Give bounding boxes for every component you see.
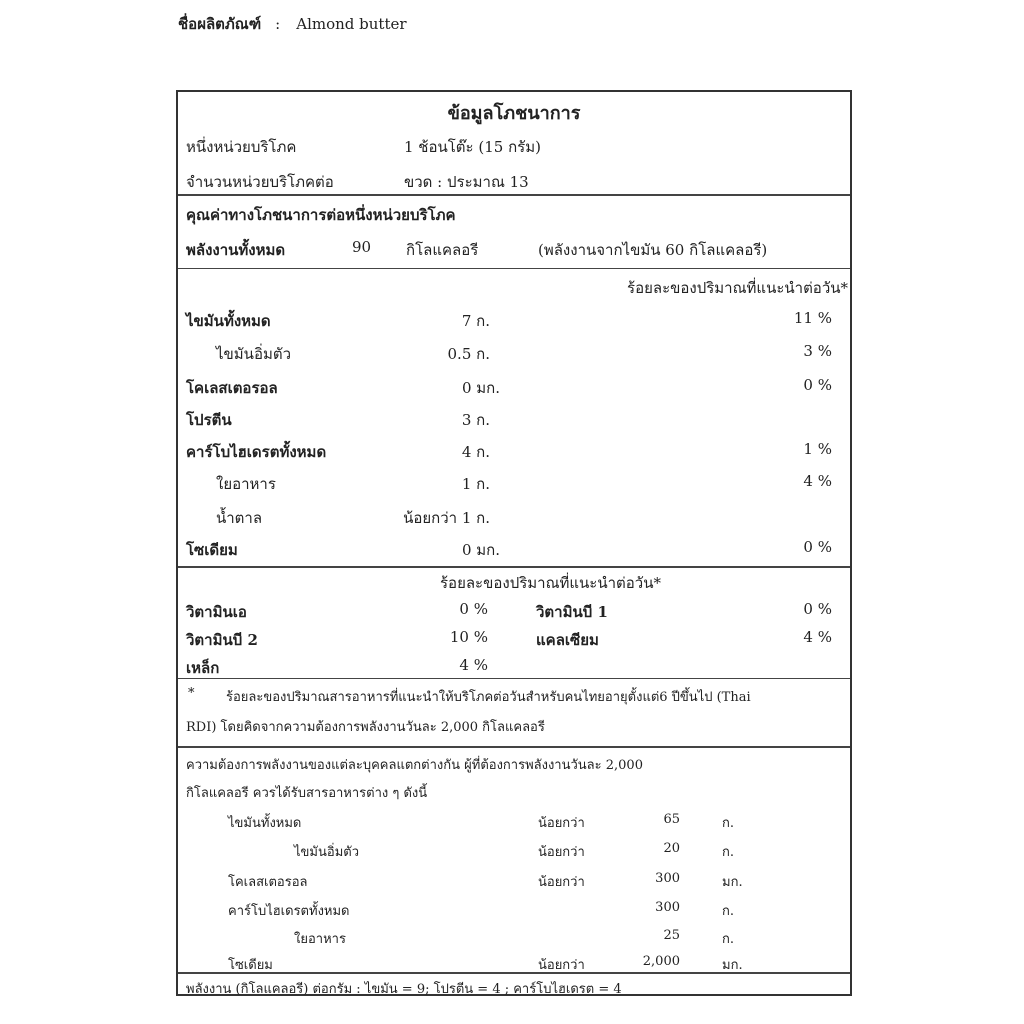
nutrient-amount: 0 มก. (461, 379, 500, 397)
energy-from-fat: (พลังงานจากไขมัน 60 กิโลแคลอรี) (538, 241, 768, 259)
limit-value: 2,000 (642, 954, 680, 969)
limit-unit: ก. (722, 904, 735, 919)
nutrient-amount: 0 มก. (461, 541, 500, 559)
nutrient-dv: 0 % (803, 538, 832, 556)
limit-value: 300 (655, 900, 680, 915)
vitamin-name: วิตามินบี 2 (186, 631, 258, 649)
vitamin-dv: 0 % (459, 600, 488, 618)
nutrient-name: โซเดียม (186, 541, 238, 559)
limit-name: ไขมันทั้งหมด (228, 816, 302, 831)
guidance-line: กิโลแคลอรี ควรได้รับสารอาหารต่าง ๆ ดังนี้ (186, 786, 428, 801)
servings-per-container-label: จำนวนหน่วยบริโภคต่อ (186, 173, 334, 191)
nutrient-name: ไขมันทั้งหมด (186, 312, 271, 330)
nutrient-amount: 0.5 ก. (447, 345, 490, 363)
nutrient-amount: น้อยกว่า 1 ก. (403, 509, 490, 527)
serving-size-value: 1 ช้อนโต๊ะ (15 กรัม) (404, 138, 541, 156)
limit-value: 300 (655, 871, 680, 886)
guidance-line: ความต้องการพลังงานของแต่ละบุคคลแตกต่างกัน ผู้ที่ต้องการพลังงานวันละ 2,000 (186, 758, 643, 773)
limit-name: ไขมันอิ่มตัว (294, 845, 359, 860)
divider (178, 194, 850, 196)
nutrient-name: โปรตีน (186, 411, 232, 429)
nutrient-dv: 11 % (793, 309, 832, 327)
divider (178, 678, 850, 679)
divider (178, 566, 850, 568)
nutrient-name: ใยอาหาร (216, 475, 276, 493)
nutrient-amount: 4 ก. (461, 443, 490, 461)
limit-qualifier: น้อยกว่า (538, 845, 585, 860)
divider (178, 746, 850, 748)
nutrient-dv: 3 % (803, 342, 832, 360)
nutrient-dv: 1 % (803, 440, 832, 458)
limit-unit: มก. (722, 958, 743, 973)
nutrient-name: น้ำตาล (216, 509, 263, 527)
nutrient-name: ไขมันอิ่มตัว (216, 345, 291, 363)
vitamin-name: เหล็ก (186, 659, 220, 677)
limit-unit: ก. (722, 845, 735, 860)
energy-value: 90 (352, 238, 372, 256)
limit-name: โซเดียม (228, 958, 273, 973)
limit-unit: ก. (722, 816, 735, 831)
limit-qualifier: น้อยกว่า (538, 816, 585, 831)
product-name-line (178, 12, 407, 36)
product-name: Almond butter (296, 15, 407, 33)
nutrient-name: โคเลสเตอรอล (186, 379, 278, 397)
nutrient-amount: 3 ก. (461, 411, 490, 429)
vitamin-name: แคลเซียม (536, 631, 599, 649)
limit-value: 25 (663, 928, 680, 943)
nutrition-facts-panel (176, 90, 852, 996)
energy-per-gram-footer: พลังงาน (กิโลแคลอรี) ต่อกรัม : ไขมัน = 9; โปรตีน = 4 ; คาร์โบไฮเดรต = 4 (186, 982, 622, 997)
limit-value: 65 (663, 812, 680, 827)
energy-unit: กิโลแคลอรี (406, 241, 479, 259)
vitamin-dv: 4 % (459, 656, 488, 674)
vitamin-name: วิตามินเอ (186, 603, 247, 621)
limit-unit: ก. (722, 932, 735, 947)
limit-name: โคเลสเตอรอล (228, 875, 308, 890)
daily-value-heading: ร้อยละของปริมาณที่แนะนำต่อวัน* (627, 279, 848, 297)
panel-title: ข้อมูลโภชนาการ (447, 103, 581, 124)
limit-name: คาร์โบไฮเดรตทั้งหมด (228, 904, 350, 919)
footnote-marker: * (188, 686, 195, 701)
vitamins-heading: ร้อยละของปริมาณที่แนะนำต่อวัน* (440, 574, 661, 592)
limit-qualifier: น้อยกว่า (538, 875, 585, 890)
energy-label: พลังงานทั้งหมด (186, 241, 286, 259)
nutrient-name: คาร์โบไฮเดรตทั้งหมด (186, 443, 327, 461)
nutrient-dv: 4 % (803, 472, 832, 490)
limit-qualifier: น้อยกว่า (538, 958, 585, 973)
limit-value: 20 (663, 841, 680, 856)
vitamin-name: วิตามินบี 1 (536, 603, 608, 621)
limit-name: ใยอาหาร (294, 932, 346, 947)
product-label: ชื่อผลิตภัณฑ์ (178, 15, 262, 33)
per-serving-heading: คุณค่าทางโภชนาการต่อหนึ่งหน่วยบริโภค (186, 206, 456, 224)
product-colon: : (275, 15, 281, 33)
serving-size-label: หนึ่งหน่วยบริโภค (186, 138, 297, 156)
nutrient-amount: 7 ก. (461, 312, 490, 330)
servings-per-container-value: ขวด : ประมาณ 13 (404, 173, 529, 191)
limit-unit: มก. (722, 875, 743, 890)
footnote-line: ร้อยละของปริมาณสารอาหารที่แนะนำให้บริโภคต่อวันสำหรับคนไทยอายุตั้งแต่6 ปีขึ้นไป (Thai (226, 690, 751, 705)
vitamin-dv: 10 % (449, 628, 488, 646)
divider (178, 972, 850, 974)
vitamin-dv: 0 % (803, 600, 832, 618)
divider (178, 268, 850, 269)
nutrient-dv: 0 % (803, 376, 832, 394)
vitamin-dv: 4 % (803, 628, 832, 646)
footnote-line: RDI) โดยคิดจากความต้องการพลังงานวันละ 2,000 กิโลแคลอรี (186, 720, 545, 735)
nutrient-amount: 1 ก. (461, 475, 490, 493)
